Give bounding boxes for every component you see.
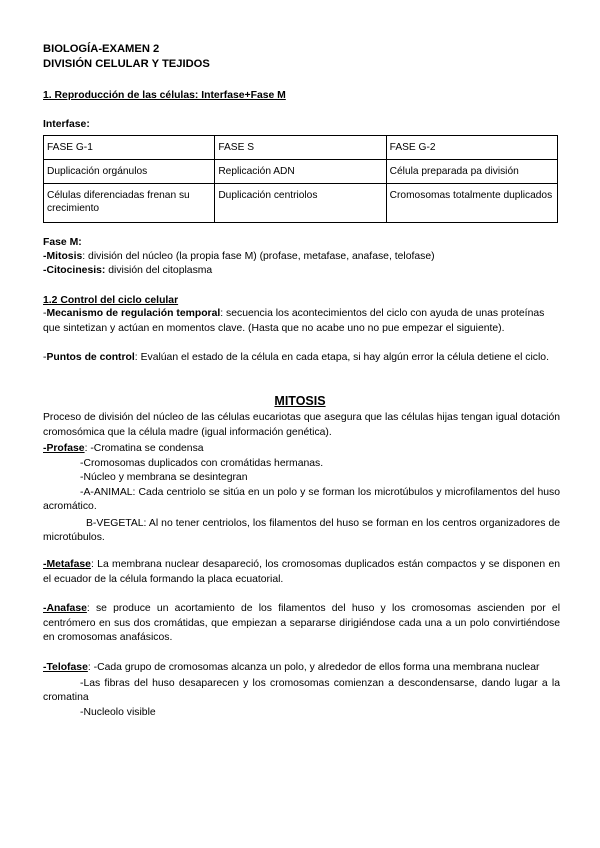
definition: : se produce un acortamiento de los filamentos del huso y los cromosomas ascienden por el centrómero en sus dos cromátidas, que empiezan a separarse dirigiéndose cada una a un polo convirtiéndose en cromosomas anafásicos.	[43, 603, 560, 643]
puntos-control-paragraph	[43, 351, 560, 366]
anafase-paragraph	[43, 602, 560, 646]
telofase-text: : -Cada grupo de cromosomas alcanza un polo, y alrededor de ellos forma una membrana nuclear	[87, 662, 540, 673]
table-cell: Duplicación orgánulos	[44, 160, 215, 184]
doc-title-line1: BIOLOGÍA-EXAMEN 2	[43, 43, 160, 55]
interfase-label: Interfase:	[43, 119, 90, 130]
section1-heading: 1. Reproducción de las células: Interfase+Fase M	[43, 90, 286, 101]
telofase-block	[43, 661, 560, 720]
profase-block	[43, 442, 560, 546]
term: -Telofase	[43, 662, 88, 673]
definition: : secuencia los acontecimientos del ciclo con ayuda de unas proteínas que sintetizan y actúan en momentos clave. (Hasta que no acabe uno no pue empezar el siguiente).	[43, 308, 545, 334]
profase-line: -Núcleo y membrana se desintegran	[80, 472, 248, 483]
telofase-line	[43, 661, 560, 676]
profase-text: : -Cromatina se condensa	[84, 443, 204, 454]
doc-title-line2: DIVISIÓN CELULAR Y TEJIDOS	[43, 58, 210, 70]
profase-line	[43, 442, 560, 457]
profase-line: -A-ANIMAL: Cada centriolo se sitúa en un polo y se forman los microtúbulos y microfilamentos del huso acromático.	[43, 486, 560, 512]
mecanismo-paragraph	[43, 307, 560, 336]
definition: : Evalúan el estado de la célula en cada etapa, si hay algún error la célula detiene el ciclo.	[134, 352, 549, 363]
table-cell: Cromosomas totalmente duplicados	[386, 184, 557, 223]
profase-line: B-VEGETAL: Al no tener centriolos, los filamentos del huso se forman en los centros organizadores de microtúbulos.	[43, 517, 560, 543]
table-cell: Células diferenciadas frenan su crecimiento	[44, 184, 215, 223]
table-cell: Replicación ADN	[215, 160, 386, 184]
definition: : división del núcleo (la propia fase M) (profase, metafase, anafase, telofase)	[82, 251, 435, 262]
fase-m-label: Fase M:	[43, 237, 82, 248]
table-cell: FASE G-2	[386, 136, 557, 160]
table-row	[44, 184, 558, 223]
mitosis-heading: MITOSIS	[274, 394, 326, 408]
table-row	[44, 160, 558, 184]
definition: división del citoplasma	[105, 265, 213, 276]
table-cell: Duplicación centriolos	[215, 184, 386, 223]
telofase-line: -Nucleolo visible	[80, 706, 156, 718]
fase-m-citocinesis	[43, 264, 560, 279]
table-cell: Célula preparada pa división	[386, 160, 557, 184]
interfase-table	[43, 135, 558, 223]
table-row	[44, 136, 558, 160]
fase-m-mitosis	[43, 250, 560, 265]
metafase-paragraph	[43, 558, 560, 587]
term: -Mitosis	[43, 251, 83, 262]
table-cell: FASE S	[215, 136, 386, 160]
mitosis-intro: Proceso de división del núcleo de las células eucariotas que asegura que las células hijas tengan igual dotación cromosómica que la célula madre (igual información genética).	[43, 412, 560, 438]
definition: : La membrana nuclear desapareció, los cromosomas duplicados están compactos y se disponen en el ecuador de la célula formando la placa ecuatorial.	[43, 559, 560, 585]
dash: -	[43, 308, 47, 319]
term: Mecanismo de regulación temporal	[46, 308, 221, 319]
section12-heading: 1.2 Control del ciclo celular	[43, 295, 179, 306]
term: -Citocinesis:	[43, 265, 106, 276]
term: -Profase	[43, 443, 85, 454]
profase-line: -Cromosomas duplicados con cromátidas hermanas.	[80, 457, 324, 469]
term: Puntos de control	[46, 352, 135, 363]
term: -Anafase	[43, 603, 87, 614]
telofase-line: -Las fibras del huso desaparecen y los cromosomas comienzan a descondensarse, dando lugar a la cromatina	[43, 677, 560, 703]
term: -Metafase	[43, 559, 91, 570]
dash: -	[43, 352, 47, 363]
table-cell: FASE G-1	[44, 136, 215, 160]
